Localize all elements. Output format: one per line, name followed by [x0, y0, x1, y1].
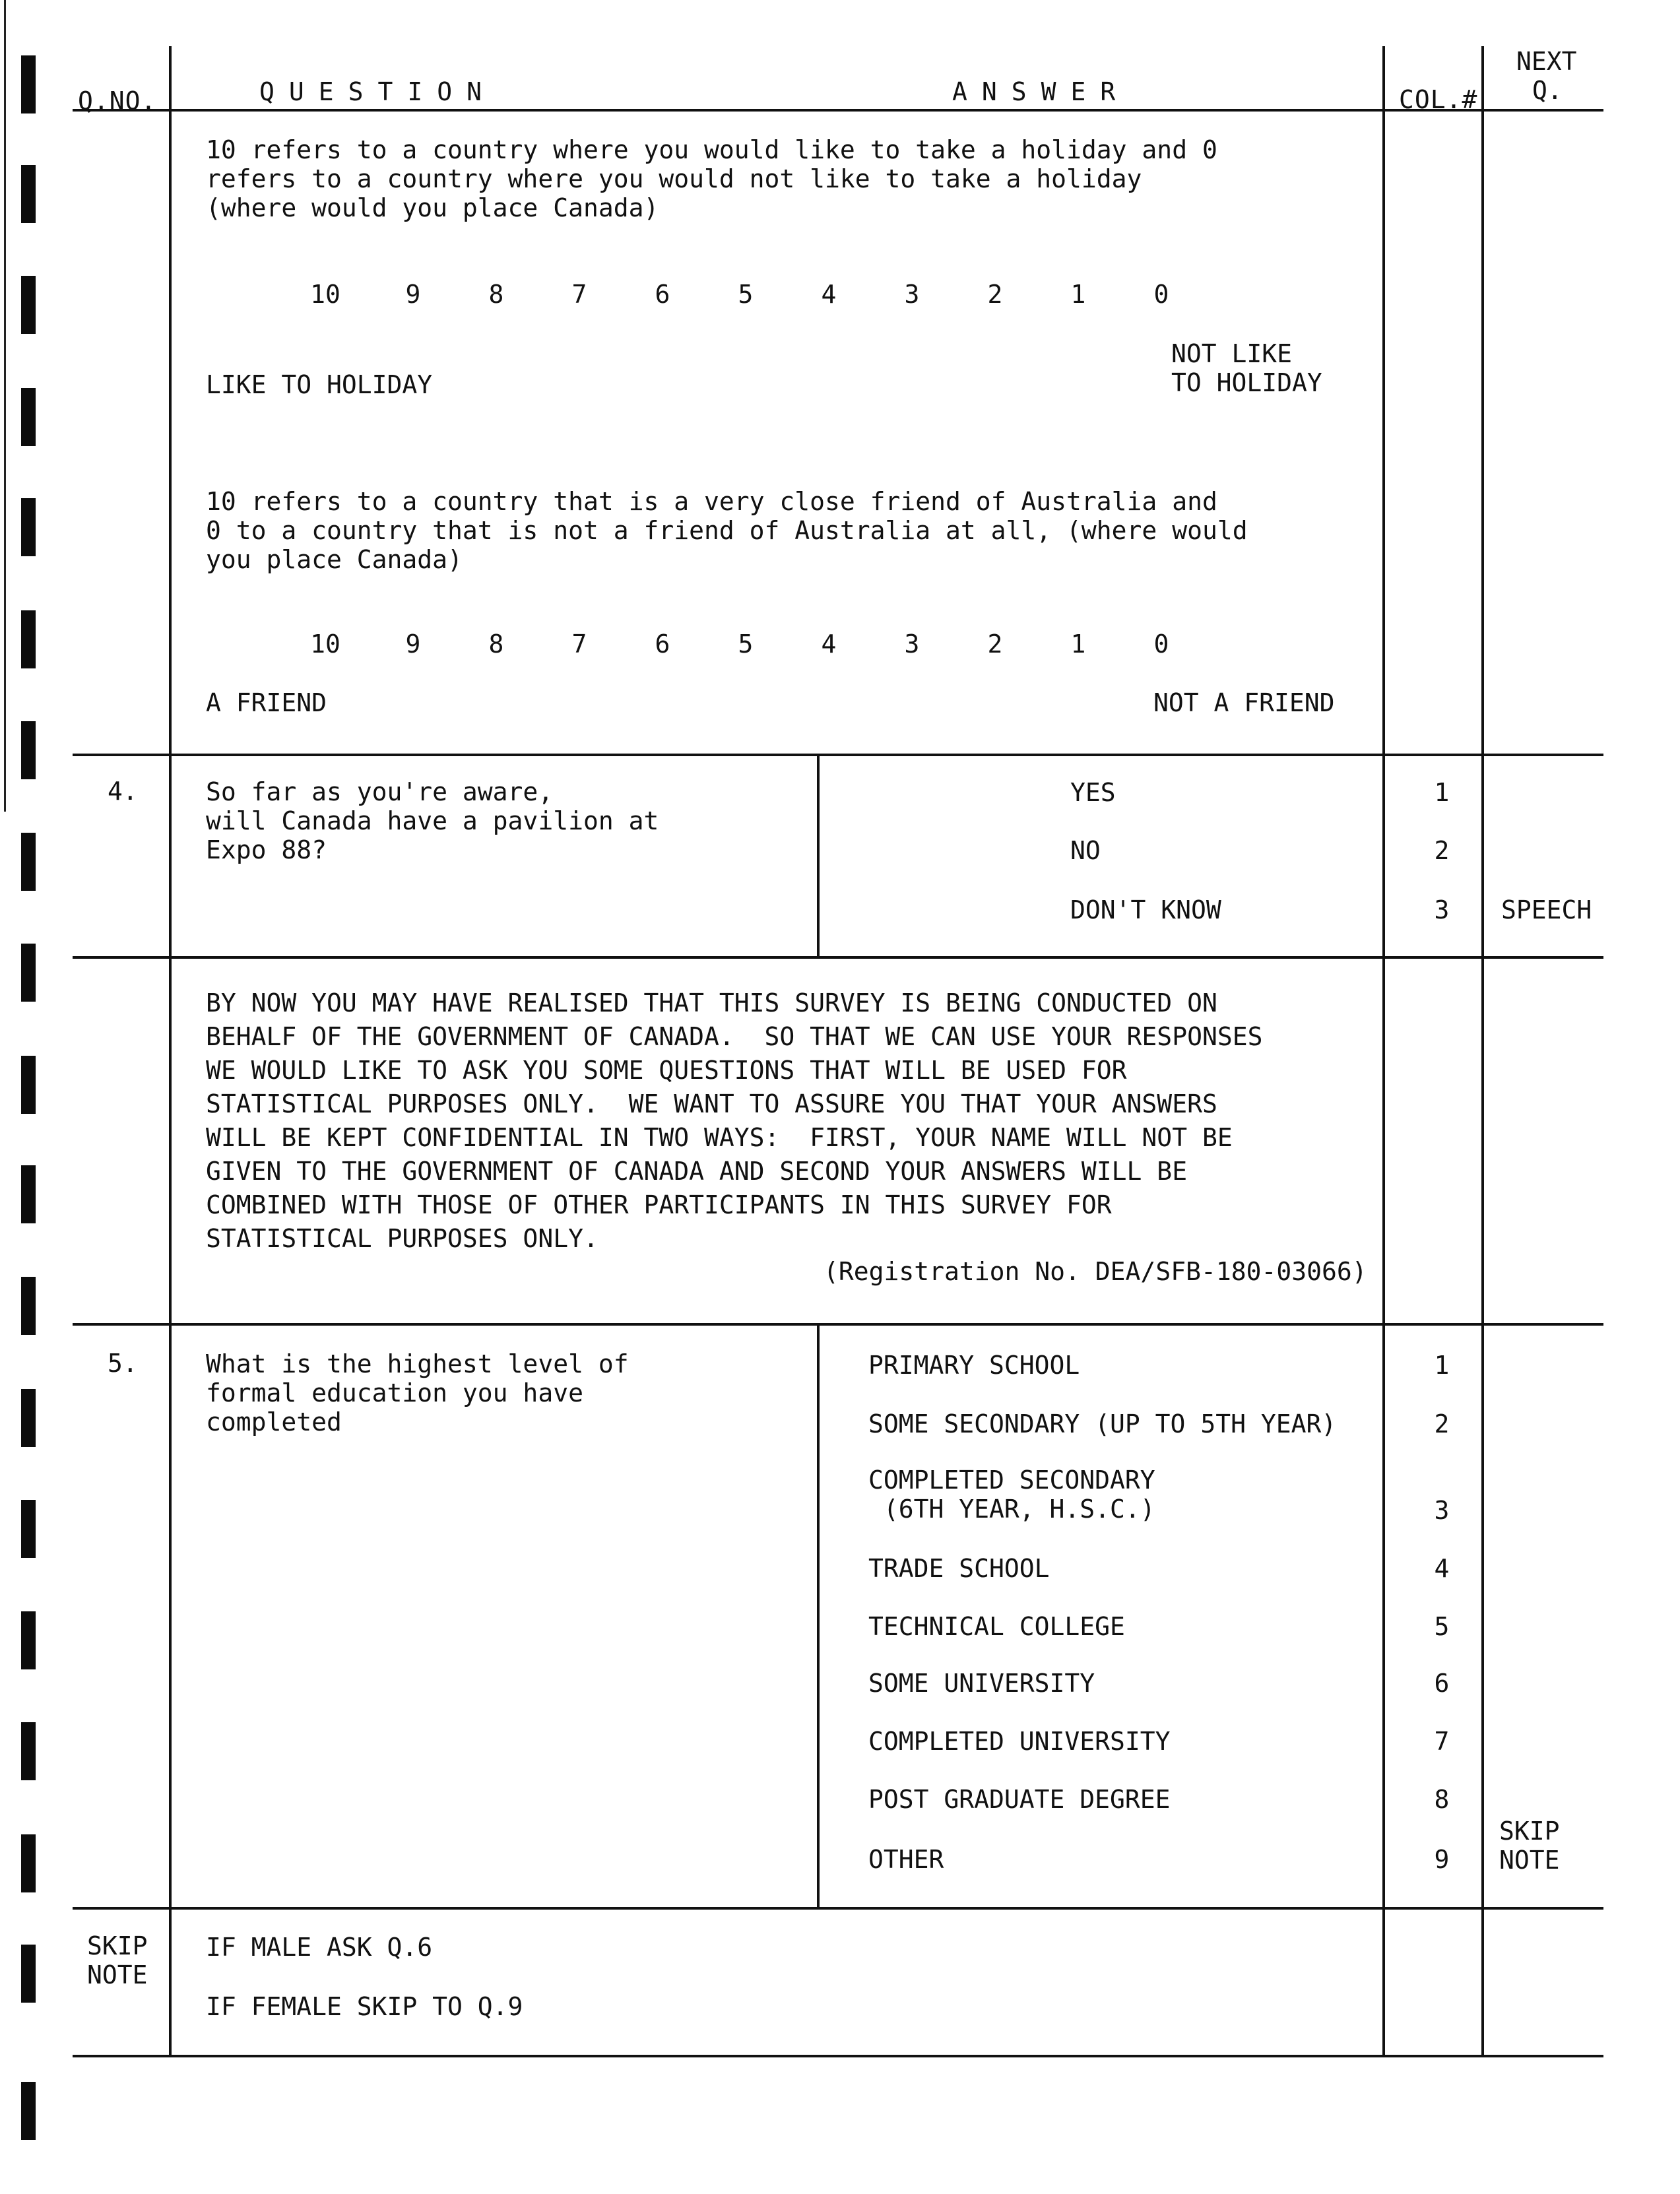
q5-text-line: completed [206, 1407, 342, 1436]
statement-line: BEHALF OF THE GOVERNMENT OF CANADA. SO THAT WE CAN USE YOUR RESPONSES [206, 1022, 1263, 1051]
column-divider-col [1382, 46, 1385, 2056]
column-divider-next [1481, 46, 1484, 2056]
answer-code: 1 [1434, 1351, 1450, 1380]
q4-text-line: will Canada have a pavilion at [206, 806, 659, 835]
answer-code: 7 [1434, 1727, 1450, 1756]
statement-line: BY NOW YOU MAY HAVE REALISED THAT THIS SURVEY IS BEING CONDUCTED ON [206, 988, 1217, 1017]
header-next-line2: Q. [1532, 76, 1563, 105]
scale-number: 6 [655, 629, 670, 659]
answer-code: 3 [1434, 895, 1450, 924]
scale-number: 1 [1070, 629, 1086, 659]
row-divider [73, 754, 1603, 756]
holiday-text-line: (where would you place Canada) [206, 193, 659, 222]
answer-option[interactable]: COMPLETED UNIVERSITY [868, 1727, 1171, 1756]
registration-mark [21, 165, 36, 223]
registration-mark [21, 1500, 36, 1558]
registration-mark [21, 944, 36, 1002]
question-number: 5. [108, 1349, 138, 1378]
registration-mark [21, 1165, 36, 1223]
statement-line: WE WOULD LIKE TO ASK YOU SOME QUESTIONS THAT WILL BE USED FOR [206, 1056, 1127, 1085]
header-qno: Q.NO. [78, 86, 157, 115]
friend-text-line: you place Canada) [206, 545, 463, 574]
answer-option[interactable]: SOME SECONDARY (UP TO 5TH YEAR) [868, 1409, 1337, 1438]
registration-mark [21, 498, 36, 556]
answer-option-yes[interactable]: YES [1070, 778, 1116, 807]
scale-number: 5 [738, 629, 754, 659]
scale-number: 8 [488, 629, 504, 659]
header-col: COL.# [1399, 85, 1478, 114]
scale-number: 2 [987, 280, 1003, 309]
holiday-right-label-line1: NOT LIKE [1171, 339, 1293, 368]
holiday-left-label: LIKE TO HOLIDAY [206, 370, 433, 399]
row-divider [73, 1907, 1603, 1910]
scale-number: 9 [405, 629, 421, 659]
answer-option[interactable]: PRIMARY SCHOOL [868, 1351, 1080, 1380]
scale-number: 10 [310, 280, 340, 309]
registration-mark [21, 833, 36, 891]
registration-mark [21, 1611, 36, 1669]
scale-number: 2 [987, 629, 1003, 659]
registration-mark [21, 2082, 36, 2140]
row-divider [73, 956, 1603, 959]
registration-mark [21, 1722, 36, 1780]
scale-number: 3 [904, 629, 920, 659]
scale-number: 0 [1153, 280, 1169, 309]
skip-note-label-line2: NOTE [87, 1960, 148, 1989]
answer-code: 2 [1434, 1409, 1450, 1438]
question-answer-divider [817, 1323, 820, 1908]
registration-number: (Registration No. DEA/SFB-180-03066) [824, 1257, 1367, 1286]
next-question-skip-note-line1: SKIP [1499, 1817, 1560, 1846]
q4-text-line: So far as you're aware, [206, 777, 554, 806]
registration-mark [21, 1277, 36, 1335]
scale-number: 6 [655, 280, 670, 309]
scale-number: 4 [821, 629, 837, 659]
q5-text-line: formal education you have [206, 1378, 583, 1407]
statement-line: COMBINED WITH THOSE OF OTHER PARTICIPANTS IN THIS SURVEY FOR [206, 1190, 1112, 1219]
answer-option[interactable]: TECHNICAL COLLEGE [868, 1612, 1125, 1641]
registration-mark [21, 1834, 36, 1892]
answer-option[interactable]: POST GRADUATE DEGREE [868, 1785, 1171, 1814]
page-edge [4, 0, 6, 812]
row-divider [73, 1323, 1603, 1326]
friend-text-line: 0 to a country that is not a friend of Australia at all, (where would [206, 516, 1248, 545]
answer-option[interactable]: SOME UNIVERSITY [868, 1669, 1095, 1698]
scale-number: 4 [821, 280, 837, 309]
registration-mark [21, 388, 36, 446]
answer-option[interactable]: COMPLETED SECONDARY [868, 1466, 1155, 1495]
next-question-speech: SPEECH [1501, 895, 1592, 924]
scale-number: 9 [405, 280, 421, 309]
statement-line: STATISTICAL PURPOSES ONLY. WE WANT TO ASSURE YOU THAT YOUR ANSWERS [206, 1089, 1217, 1118]
answer-option-detail: (6TH YEAR, H.S.C.) [868, 1495, 1155, 1524]
header-answer: ANSWER [952, 77, 1130, 106]
answer-code: 3 [1434, 1496, 1450, 1525]
registration-mark [21, 276, 36, 334]
answer-code: 9 [1434, 1845, 1450, 1874]
friend-left-label: A FRIEND [206, 688, 327, 717]
scale-number: 0 [1153, 629, 1169, 659]
registration-mark [21, 1389, 36, 1447]
registration-mark [21, 1056, 36, 1114]
answer-option-no[interactable]: NO [1070, 836, 1101, 865]
answer-option[interactable]: OTHER [868, 1845, 944, 1874]
answer-code: 5 [1434, 1612, 1450, 1641]
statement-line: GIVEN TO THE GOVERNMENT OF CANADA AND SECOND YOUR ANSWERS WILL BE [206, 1157, 1188, 1186]
friend-right-label: NOT A FRIEND [1153, 688, 1335, 717]
holiday-right-label-line2: TO HOLIDAY [1171, 368, 1322, 397]
answer-code: 1 [1434, 778, 1450, 807]
scale-number: 1 [1070, 280, 1086, 309]
skip-note-label-line1: SKIP [87, 1931, 148, 1960]
statement-line: STATISTICAL PURPOSES ONLY. [206, 1224, 598, 1253]
holiday-text-line: 10 refers to a country where you would like to take a holiday and 0 [206, 135, 1217, 164]
column-divider-qno [169, 46, 172, 2056]
scale-number: 7 [571, 280, 587, 309]
q4-text-line: Expo 88? [206, 835, 327, 864]
answer-code: 2 [1434, 836, 1450, 865]
answer-code: 8 [1434, 1785, 1450, 1814]
statement-line: WILL BE KEPT CONFIDENTIAL IN TWO WAYS: FIRST, YOUR NAME WILL NOT BE [206, 1123, 1233, 1152]
scale-number: 10 [310, 629, 340, 659]
skip-instruction-male: IF MALE ASK Q.6 [206, 1933, 433, 1962]
answer-option-dont-know[interactable]: DON'T KNOW [1070, 895, 1221, 924]
question-number: 4. [108, 777, 138, 806]
skip-instruction-female: IF FEMALE SKIP TO Q.9 [206, 1992, 523, 2021]
question-answer-divider [817, 754, 820, 957]
header-question: QUESTION [259, 77, 497, 106]
registration-mark [21, 610, 36, 668]
registration-mark [21, 1945, 36, 2003]
scale-number: 7 [571, 629, 587, 659]
registration-mark [21, 55, 36, 113]
friend-text-line: 10 refers to a country that is a very close friend of Australia and [206, 487, 1217, 516]
scale-number: 8 [488, 280, 504, 309]
next-question-skip-note-line2: NOTE [1499, 1846, 1560, 1875]
scale-number: 3 [904, 280, 920, 309]
scale-number: 5 [738, 280, 754, 309]
header-next-line1: NEXT [1516, 47, 1577, 76]
table-bottom-rule [73, 2055, 1603, 2057]
answer-option[interactable]: TRADE SCHOOL [868, 1554, 1050, 1583]
holiday-text-line: refers to a country where you would not like to take a holiday [206, 164, 1142, 193]
registration-mark [21, 721, 36, 779]
header-rule [73, 109, 1603, 112]
answer-code: 6 [1434, 1669, 1450, 1698]
answer-code: 4 [1434, 1554, 1450, 1583]
q5-text-line: What is the highest level of [206, 1349, 629, 1378]
